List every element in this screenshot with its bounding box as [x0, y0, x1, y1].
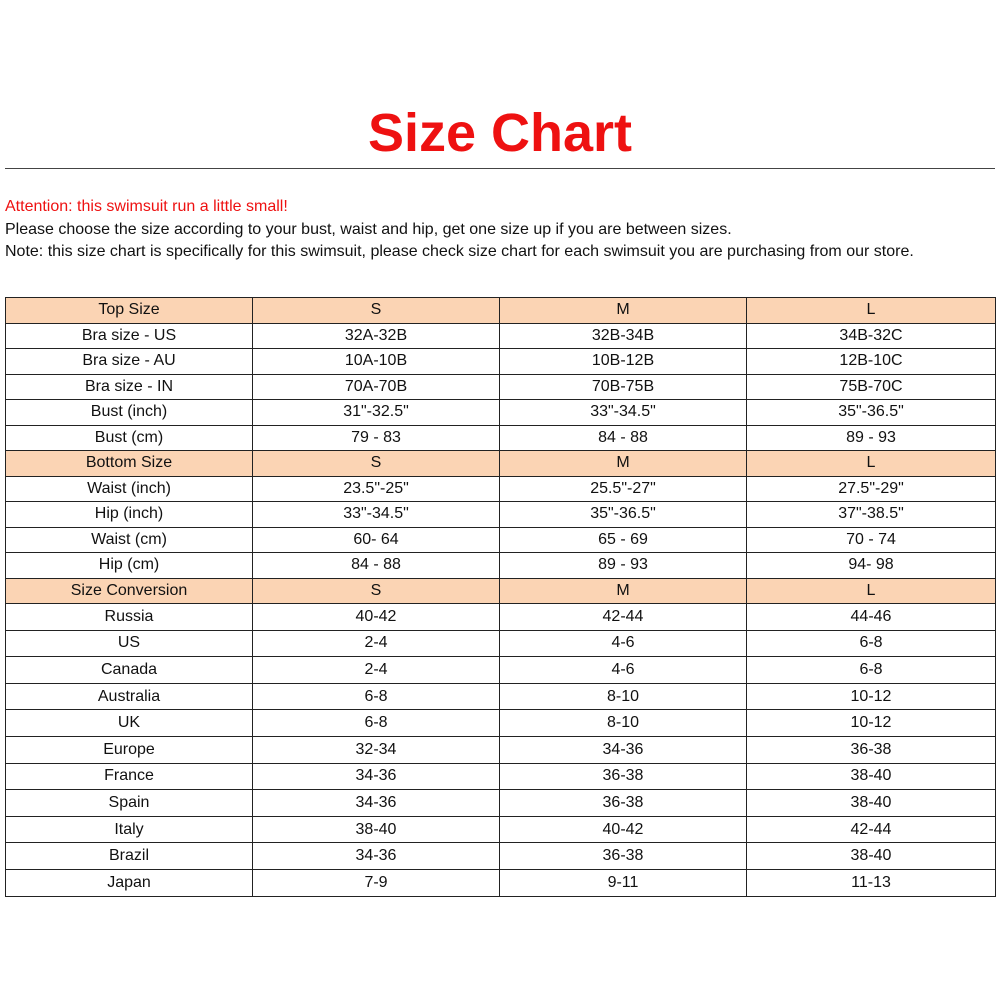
table-cell: 79 - 83 [253, 425, 500, 451]
table-row [6, 630, 996, 657]
table-cell: 38-40 [747, 790, 996, 817]
table-row [6, 683, 996, 710]
table-cell: 38-40 [747, 843, 996, 870]
table-cell: 4-6 [500, 630, 747, 657]
table-cell: 40-42 [253, 604, 500, 631]
page-title: Size Chart [367, 103, 633, 163]
table-cell: 35"-36.5" [500, 502, 747, 528]
table-cell: 27.5"-29" [747, 476, 996, 502]
table-cell: 34-36 [500, 736, 747, 763]
row-label: Waist (cm) [6, 527, 253, 553]
row-label: France [6, 763, 253, 790]
table-row [6, 657, 996, 684]
table-row [6, 816, 996, 843]
table-row [6, 553, 996, 579]
table-cell: 34B-32C [747, 323, 996, 349]
section-header-row [6, 451, 996, 477]
table-cell: 42-44 [747, 816, 996, 843]
table-cell: 6-8 [253, 683, 500, 710]
row-label: Japan [6, 869, 253, 896]
row-label: Europe [6, 736, 253, 763]
row-label: Bust (inch) [6, 400, 253, 426]
table-cell: 42-44 [500, 604, 747, 631]
table-cell: 10-12 [747, 710, 996, 737]
header-cell: S [253, 578, 500, 604]
table-row [6, 527, 996, 553]
table-cell: 36-38 [500, 843, 747, 870]
table-cell: 33"-34.5" [500, 400, 747, 426]
row-label: Waist (inch) [6, 476, 253, 502]
table-cell: 70B-75B [500, 374, 747, 400]
table-row [6, 323, 996, 349]
table-cell: 38-40 [253, 816, 500, 843]
row-label: Hip (cm) [6, 553, 253, 579]
table-cell: 38-40 [747, 763, 996, 790]
title-divider [5, 168, 995, 169]
table-cell: 36-38 [500, 763, 747, 790]
table-cell: 37"-38.5" [747, 502, 996, 528]
table-cell: 6-8 [253, 710, 500, 737]
table-row [6, 349, 996, 375]
table-cell: 8-10 [500, 683, 747, 710]
header-cell: Size Conversion [6, 578, 253, 604]
table-cell: 6-8 [747, 657, 996, 684]
table-cell: 6-8 [747, 630, 996, 657]
table-row [6, 425, 996, 451]
table-cell: 11-13 [747, 869, 996, 896]
table-row [6, 400, 996, 426]
header-cell: L [747, 451, 996, 477]
table-row [6, 710, 996, 737]
table-cell: 10-12 [747, 683, 996, 710]
table-cell: 33"-34.5" [253, 502, 500, 528]
section-header-row [6, 298, 996, 324]
table-cell: 75B-70C [747, 374, 996, 400]
table-row [6, 604, 996, 631]
row-label: Hip (inch) [6, 502, 253, 528]
attention-note: Attention: this swimsuit run a little small! [5, 198, 288, 215]
table-cell: 84 - 88 [253, 553, 500, 579]
table-cell: 23.5"-25" [253, 476, 500, 502]
row-label: Bust (cm) [6, 425, 253, 451]
table-row [6, 869, 996, 896]
table-row [6, 476, 996, 502]
row-label: Bra size - US [6, 323, 253, 349]
table-row [6, 843, 996, 870]
table-row [6, 763, 996, 790]
table-cell: 34-36 [253, 763, 500, 790]
table-cell: 65 - 69 [500, 527, 747, 553]
table-cell: 10B-12B [500, 349, 747, 375]
table-cell: 36-38 [500, 790, 747, 817]
table-cell: 89 - 93 [500, 553, 747, 579]
row-label: Australia [6, 683, 253, 710]
table-cell: 7-9 [253, 869, 500, 896]
row-label: Russia [6, 604, 253, 631]
table-cell: 70 - 74 [747, 527, 996, 553]
row-label: Brazil [6, 843, 253, 870]
table-cell: 34-36 [253, 790, 500, 817]
table-cell: 2-4 [253, 657, 500, 684]
table-cell: 70A-70B [253, 374, 500, 400]
header-cell: M [500, 298, 747, 324]
row-label: Bra size - AU [6, 349, 253, 375]
row-label: Canada [6, 657, 253, 684]
table-cell: 34-36 [253, 843, 500, 870]
table-cell: 89 - 93 [747, 425, 996, 451]
row-label: Spain [6, 790, 253, 817]
row-label: UK [6, 710, 253, 737]
row-label: US [6, 630, 253, 657]
table-cell: 44-46 [747, 604, 996, 631]
table-cell: 32A-32B [253, 323, 500, 349]
table-cell: 35"-36.5" [747, 400, 996, 426]
header-cell: L [747, 298, 996, 324]
header-cell: Bottom Size [6, 451, 253, 477]
table-cell: 9-11 [500, 869, 747, 896]
table-cell: 84 - 88 [500, 425, 747, 451]
header-cell: L [747, 578, 996, 604]
table-cell: 32-34 [253, 736, 500, 763]
table-cell: 10A-10B [253, 349, 500, 375]
table-cell: 12B-10C [747, 349, 996, 375]
table-row [6, 736, 996, 763]
table-row [6, 502, 996, 528]
notes-block [5, 196, 995, 264]
size-advice-note: Please choose the size according to your bust, waist and hip, get one size up if you are between sizes. [5, 220, 732, 238]
table-cell: 2-4 [253, 630, 500, 657]
header-cell: S [253, 298, 500, 324]
header-cell: M [500, 578, 747, 604]
table-row [6, 790, 996, 817]
table-cell: 4-6 [500, 657, 747, 684]
row-label: Bra size - IN [6, 374, 253, 400]
table-row [6, 374, 996, 400]
chart-scope-note: Note: this size chart is specifically for this swimsuit, please check size chart for each swimsuit you are purchasing from our store. [5, 243, 914, 260]
table-cell: 36-38 [747, 736, 996, 763]
header-cell: S [253, 451, 500, 477]
row-label: Italy [6, 816, 253, 843]
table-cell: 31"-32.5" [253, 400, 500, 426]
header-cell: Top Size [6, 298, 253, 324]
section-header-row [6, 578, 996, 604]
table-cell: 8-10 [500, 710, 747, 737]
size-chart-table [5, 297, 996, 897]
table-cell: 32B-34B [500, 323, 747, 349]
header-cell: M [500, 451, 747, 477]
table-cell: 94- 98 [747, 553, 996, 579]
table-cell: 40-42 [500, 816, 747, 843]
table-cell: 25.5"-27" [500, 476, 747, 502]
table-cell: 60- 64 [253, 527, 500, 553]
